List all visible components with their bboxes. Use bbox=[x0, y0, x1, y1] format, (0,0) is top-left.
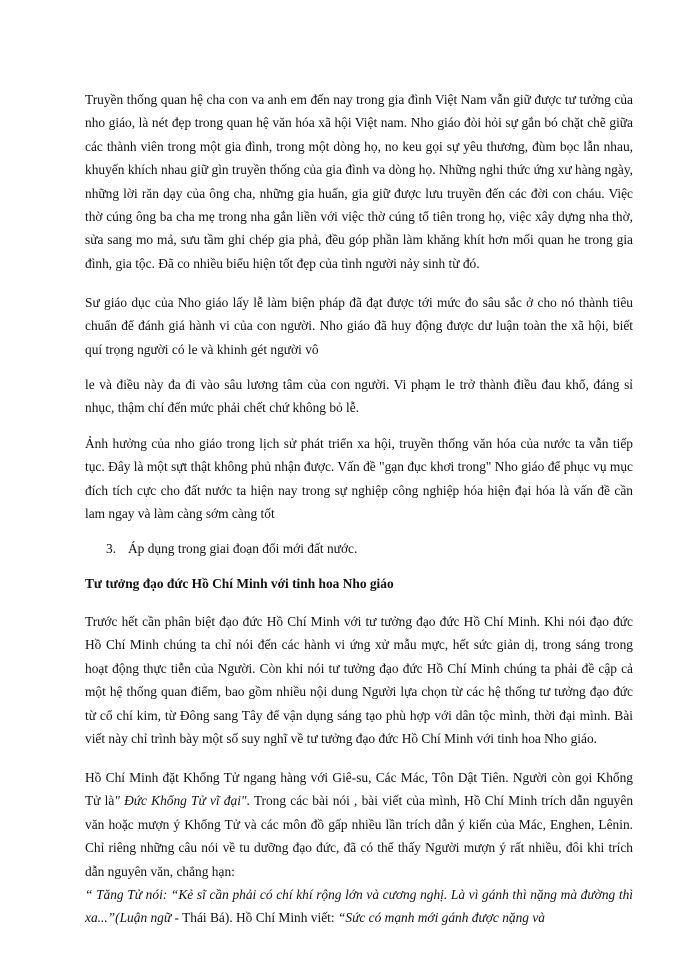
section-heading: Tư tưởng đạo đức Hồ Chí Minh với tinh hoa Nho giáo bbox=[85, 576, 394, 591]
citation-text: - Thái Bá). Hồ Chí Minh viết: bbox=[171, 910, 338, 926]
quote-great-confucius: " Đức Khổng Tử vĩ đại" bbox=[114, 793, 247, 809]
paragraph-confucius-reference bbox=[85, 766, 633, 930]
quote-tang-tu: “ Tăng Tử nói: “Kẻ sĩ cần phải có chí khí rộng lớn và cương nghị. Là vì gánh thì nặng mà đường thì xa...” bbox=[85, 887, 633, 926]
quote-ho-chi-minh: “Sức có mạnh mới gánh được nặng và bbox=[337, 910, 545, 926]
paragraph-confucian-education: Sư giáo dục của Nho giáo lấy lễ làm biện pháp đã đạt được tới mức đo sâu sắc ở cho nó thành tiêu chuẩn để đánh giá hành vi của con người. Nho giáo đã huy động được dư luận toàn the xã hội, biết quí trọng người có le và khinh gét người vô bbox=[85, 295, 633, 357]
paragraph-confucian-influence: Ảnh hưởng của nho giáo trong lịch sử phát triển xa hội, truyền thống văn hóa của nước ta vẫn tiếp tục. Đây là một sựt thật không phủ nhận được. Vấn đề "gạn đục khơi trong" Nho giáo để phục vụ mục đích tích cực cho đất nước ta hiện nay trong sự nghiệp công nghiệp hóa hiện đại hóa là vấn đề cần lam ngay và làm càng sớm càng tốt bbox=[85, 436, 633, 522]
list-item-renovation bbox=[106, 539, 626, 559]
paragraph-rites-conscience: le và điều này đa đi vào sâu lương tâm của con người. Vi phạm le trở thành điều đau khổ, đáng sỉ nhục, thậm chí đến mức phải chết chứ không bỏ lễ. bbox=[85, 377, 633, 416]
citation-analects: (Luận ngữ bbox=[115, 910, 172, 926]
paragraph-text-b: . Trong các bài nói , bài viết của mình, Hồ Chí Minh trích dẫn nguyên văn hoặc mượn ý Khổng Tử và các môn đồ gấp nhiều lần trích dẫn ý kiến của Mác, Enghen, Lênin. Chỉ riêng những câu nói về tu dưỡng đạo đức, đã có thể thấy Người mượn ý rất nhiều, đôi khi trích dẫn nguyên văn, chẳng hạn: bbox=[85, 793, 634, 879]
list-item-text: Áp dụng trong giai đoạn đổi mới đất nước. bbox=[128, 541, 358, 556]
list-number: 3. bbox=[106, 541, 117, 556]
paragraph-family-tradition: Truyền thống quan hệ cha con va anh em đến nay trong gia đình Việt Nam vẫn giữ được tư tưởng của nho giáo, là nét đẹp trong quan hệ văn hóa xã hội Việt nam. Nho giáo đòi hỏi sự gắn bó chặt chẽ giữa các thành viên trong một gia đình, trong một dòng họ, no keu gọi sự yêu thương, đùm bọc lẫn nhau, khuyến khích nhau giữ gìn truyền thống của gia đình va dòng họ. Những nghi thức ứng xư hàng ngày, những lời răn dạy của ông cha, những gia huấn, gia giữ được lưu truyền đến các đời con cháu. Việc thờ cúng ông ba cha mẹ trong nha gắn liền với việc thờ cúng tổ tiên trong họ, việc xây dựng nha thờ, sửa sang mo mả, sưu tầm ghi chép gia phả, đều góp phần làm khăng khít hơn mối quan he trong gia đình, gia tộc. Đã co nhiều biểu hiện tốt đẹp của tình người nảy sinh từ đó. bbox=[85, 92, 633, 271]
paragraph-text-a: Hồ Chí Minh đặt Khổng Tử ngang hàng với Giê-su, Các Mác, Tôn Dật Tiên. Người còn gọi Khổng Tử là bbox=[85, 770, 633, 809]
paragraph-ho-chi-minh-ethics: Trước hết cần phân biệt đạo đức Hồ Chí Minh với tư tưởng đạo đức Hồ Chí Minh. Khi nói đạo đức Hồ Chí Minh chúng ta chỉ nói đến các hành vi ứng xử mẫu mực, hết sức giản dị, trong sáng trong hoạt động thực tiễn của Người. Còn khi nói tư tưởng đạo đức Hồ Chí Minh chúng ta phải đề cập cả một hệ thống quan điểm, bao gồm nhiều nội dung Người lựa chọn từ các hệ thống tư tưởng đạo đức từ cổ chí kim, từ Đông sang Tây để vận dụng sáng tạo phù hợp với dân tộc mình, thời đại mình. Bài viết này chỉ trình bày một số suy nghĩ về tư tưởng đạo đức Hồ Chí Minh với tinh hoa Nho giáo. bbox=[85, 614, 633, 747]
